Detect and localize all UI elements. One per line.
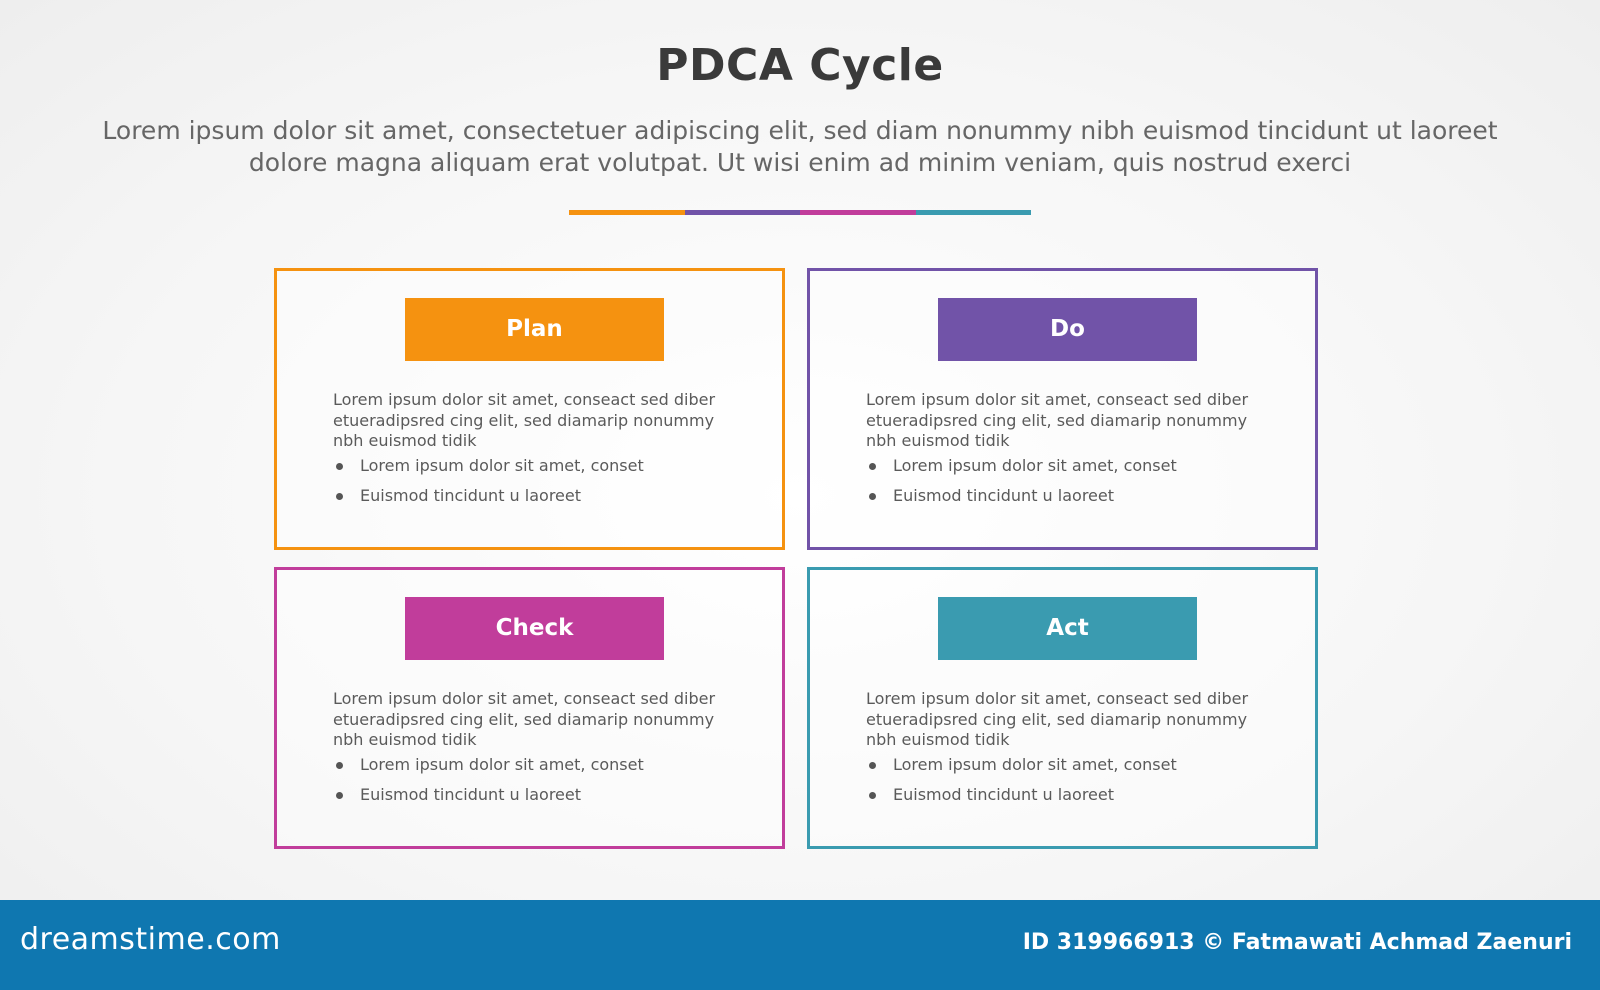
- bullet-list: [333, 755, 644, 815]
- card-description: Lorem ipsum dolor sit amet, conseact sed diber etueradipsred cing elit, sed diamarip nonummy nbh euismod tidik: [866, 390, 1249, 450]
- card-label-check: Check: [405, 597, 664, 660]
- bullet-icon: [336, 493, 343, 500]
- bullet-icon: [869, 463, 876, 470]
- bullet-text: Euismod tincidunt u laoreet: [893, 785, 1114, 804]
- card-description: Lorem ipsum dolor sit amet, conseact sed diber etueradipsred cing elit, sed diamarip nonummy nbh euismod tidik: [333, 390, 716, 450]
- card-description: Lorem ipsum dolor sit amet, conseact sed diber etueradipsred cing elit, sed diamarip nonummy nbh euismod tidik: [866, 689, 1249, 749]
- card-label-plan: Plan: [405, 298, 664, 361]
- bullet-list: [866, 755, 1177, 815]
- divider-segment-plan: [569, 210, 685, 215]
- bullet-text: Lorem ipsum dolor sit amet, conset: [893, 755, 1177, 774]
- image-credit: ID 319966913 © Fatmawati Achmad Zaenuri: [1022, 930, 1572, 955]
- list-item: [333, 456, 644, 486]
- dreamstime-logo: dreamstime.com: [20, 922, 281, 957]
- divider-segment-act: [916, 210, 1032, 215]
- divider-segment-check: [800, 210, 916, 215]
- card-label-do: Do: [938, 298, 1197, 361]
- bullet-icon: [336, 762, 343, 769]
- list-item: [333, 785, 644, 815]
- list-item: [333, 486, 644, 516]
- bullet-icon: [336, 792, 343, 799]
- bullet-text: Lorem ipsum dolor sit amet, conset: [360, 755, 644, 774]
- color-divider: [569, 210, 1031, 215]
- card-do: [807, 268, 1318, 550]
- list-item: [866, 785, 1177, 815]
- bullet-text: Lorem ipsum dolor sit amet, conset: [360, 456, 644, 475]
- card-plan: [274, 268, 785, 550]
- divider-segment-do: [685, 210, 801, 215]
- bullet-icon: [336, 463, 343, 470]
- bullet-text: Euismod tincidunt u laoreet: [360, 785, 581, 804]
- card-description: Lorem ipsum dolor sit amet, conseact sed diber etueradipsred cing elit, sed diamarip nonummy nbh euismod tidik: [333, 689, 716, 749]
- bullet-icon: [869, 493, 876, 500]
- bullet-text: Lorem ipsum dolor sit amet, conset: [893, 456, 1177, 475]
- card-act: [807, 567, 1318, 849]
- bullet-icon: [869, 792, 876, 799]
- bullet-text: Euismod tincidunt u laoreet: [893, 486, 1114, 505]
- footer-bar: [0, 900, 1600, 990]
- card-check: [274, 567, 785, 849]
- bullet-list: [333, 456, 644, 516]
- list-item: [866, 755, 1177, 785]
- bullet-icon: [869, 762, 876, 769]
- list-item: [866, 456, 1177, 486]
- list-item: [333, 755, 644, 785]
- card-label-act: Act: [938, 597, 1197, 660]
- bullet-text: Euismod tincidunt u laoreet: [360, 486, 581, 505]
- bullet-list: [866, 456, 1177, 516]
- subtitle: Lorem ipsum dolor sit amet, consectetuer adipiscing elit, sed diam nonummy nibh euismod tincidunt ut laoreet dolore magna aliquam erat volutpat. Ut wisi enim ad minim veniam, quis nostrud exerci: [102, 116, 1498, 177]
- list-item: [866, 486, 1177, 516]
- page-title: PDCA Cycle: [656, 40, 944, 91]
